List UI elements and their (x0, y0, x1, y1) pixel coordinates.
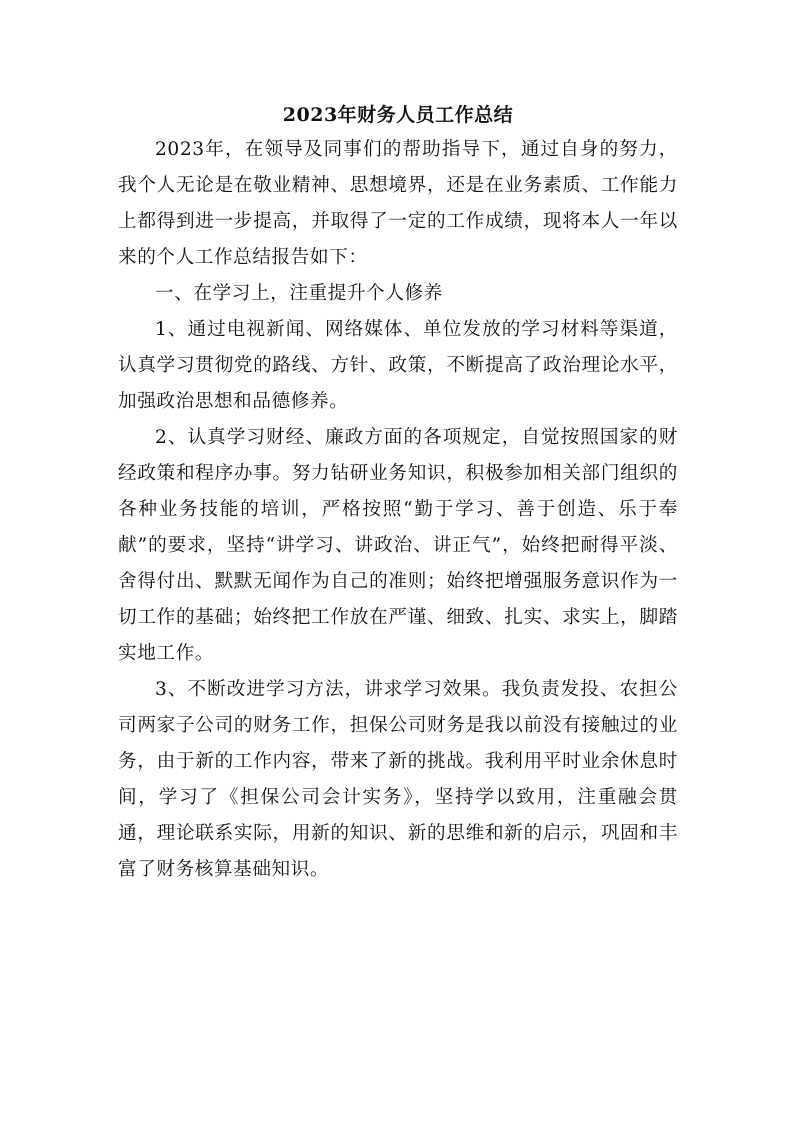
document-page (118, 100, 678, 888)
document-title: 2023年财务人员工作总结 (282, 104, 514, 126)
section-heading-study: 一、在学习上，注重提升个人修养 (155, 283, 443, 304)
paragraph-item-2: 2、认真学习财经、廉政方面的各项规定，自觉按照国家的财经政策和程序办事。努力钻研业务知识，积极参加相关部门组织的各种业务技能的培训，严格按照“勤于学习、善于创造、乐于奉献”的要求，坚持“讲学习、讲政治、讲正气”，始终把耐得平淡、舍得付出、默默无闻作为自己的准则；始终把增强服务意识作为一切工作的基础；始终把工作放在严谨、细致、扎实、求实上，脚踏实地工作。 (118, 427, 678, 664)
paragraph-intro: 2023年，在领导及同事们的帮助指导下，通过自身的努力，我个人无论是在敬业精神、思想境界，还是在业务素质、工作能力上都得到进一步提高，并取得了一定的工作成绩，现将本人一年以来的个人工作总结报告如下： (118, 139, 678, 268)
paragraph-item-3: 3、不断改进学习方法，讲求学习效果。我负责发投、农担公司两家子公司的财务工作，担保公司财务是我以前没有接触过的业务，由于新的工作内容，带来了新的挑战。我利用平时业余休息时间，学习了《担保公司会计实务》，坚持学以致用，注重融会贯通，理论联系实际，用新的知识、新的思维和新的启示，巩固和丰富了财务核算基础知识。 (118, 679, 678, 880)
paragraph-item-1: 1、通过电视新闻、网络媒体、单位发放的学习材料等渠道，认真学习贯彻党的路线、方针、政策，不断提高了政治理论水平，加强政治思想和品德修养。 (118, 319, 678, 412)
